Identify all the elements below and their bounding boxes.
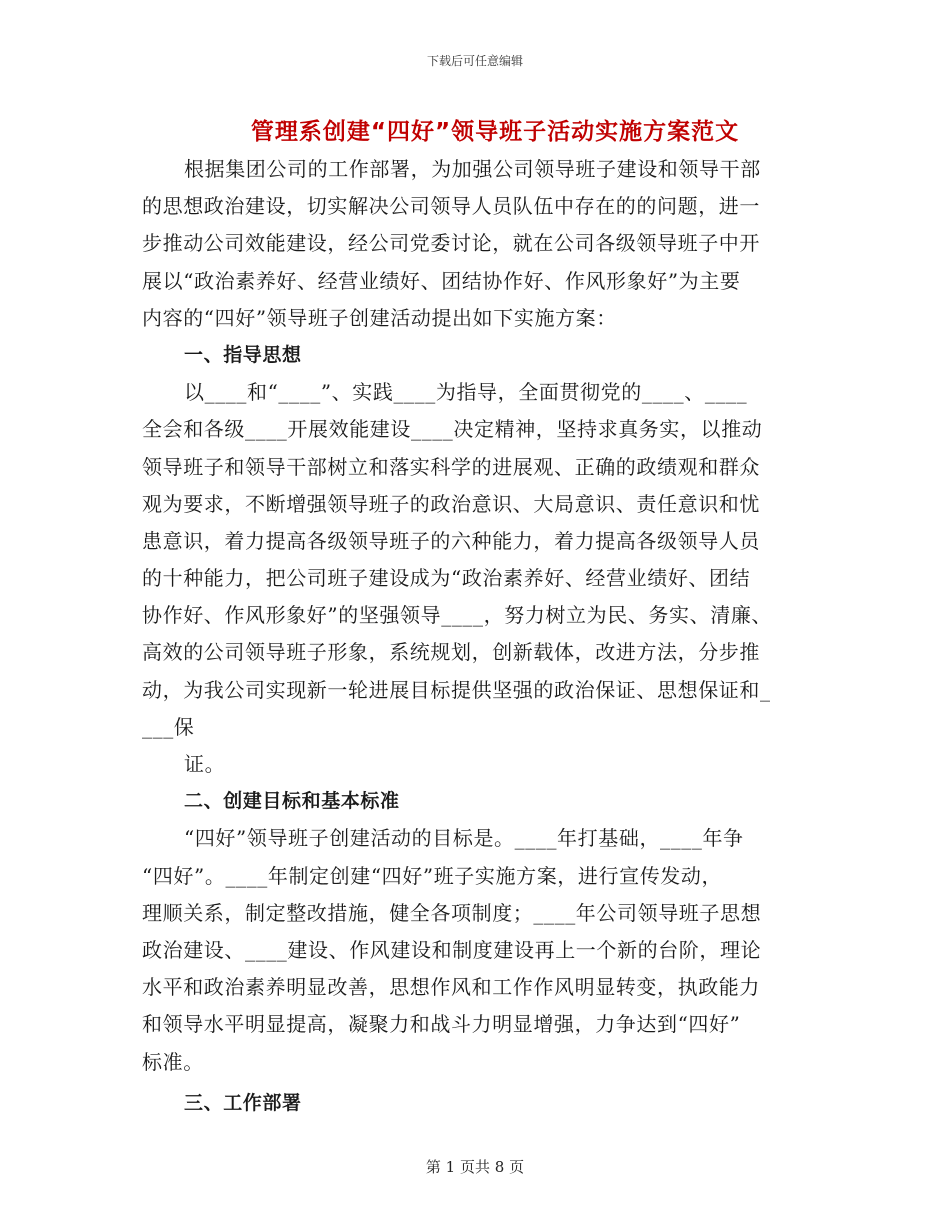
text-line: 全会和各级____开展效能建设____决定精神，坚持求真务实，以推动 [142, 417, 763, 442]
text-line: 内容的“四好”领导班子创建活动提出如下实施方案： [142, 305, 617, 330]
text-line: 证。 [184, 752, 226, 776]
page-footer: 第 1 页共 8 页 [425, 1158, 525, 1176]
text-line: 水平和政治素养明显改善，思想作风和工作作风明显转变，执政能力 [142, 975, 760, 1000]
text-line: 展以“政治素养好、经营业绩好、团结协作好、作风形象好”为主要 [142, 268, 741, 293]
header-note: 下载后可任意编辑 [426, 54, 523, 68]
text-line: 和领导水平明显提高，凝聚力和战斗力明显增强，力争达到“四好” [142, 1012, 741, 1037]
text-line: 的十种能力，把公司班子建设成为“政治素养好、经营业绩好、团结 [142, 566, 751, 591]
intro-paragraph [142, 151, 808, 1122]
text-line: 患意识，着力提高各级领导班子的六种能力，着力提高各级领导人员 [142, 528, 760, 553]
text-line: “四好”。____年制定创建“四好”班子实施方案，进行宣传发动， [142, 863, 723, 888]
section-heading-1: 一、指导思想 [184, 343, 302, 366]
text-line: 步推动公司效能建设，经公司党委讨论，就在公司各级领导班子中开 [142, 231, 760, 256]
document-title: 管理系创建“四好”领导班子活动实施方案范文 [250, 119, 740, 145]
text-line: 动，为我公司实现新一轮进展目标提供坚强的政治保证、思想保证和_ [142, 677, 771, 702]
text-line: 标准。 [142, 1049, 204, 1074]
text-line: 的思想政治建设，切实解决公司领导人员队伍中存在的的问题，进一 [142, 194, 760, 219]
text-line: 政治建设、____建设、作风建设和制度建设再上一个新的台阶，理论 [142, 937, 762, 962]
text-line: 观为要求，不断增强领导班子的政治意识、大局意识、责任意识和忧 [142, 491, 760, 516]
text-line: 领导班子和领导干部树立和落实科学的进展观、正确的政绩观和群众 [142, 454, 760, 479]
text-line: 理顺关系，制定整改措施，健全各项制度；____年公司领导班子思想 [142, 900, 762, 925]
text-line: 高效的公司领导班子形象，系统规划，创新载体，改进方法，分步推 [142, 640, 760, 665]
text-line: 协作好、作风形象好”的坚强领导____，努力树立为民、务实、清廉、 [142, 603, 773, 628]
section-heading-3: 三、工作部署 [184, 1091, 302, 1114]
text-line: 根据集团公司的工作部署，为加强公司领导班子建设和领导干部 [184, 157, 761, 181]
text-line: ___保 [142, 714, 195, 739]
text-line: “四好”领导班子创建活动的目标是。____年打基础，____年争 [184, 826, 744, 851]
text-line: 以____和“____”、实践____为指导，全面贯彻党的____、____ [184, 380, 748, 405]
section-heading-2: 二、创建目标和基本标准 [184, 790, 400, 813]
